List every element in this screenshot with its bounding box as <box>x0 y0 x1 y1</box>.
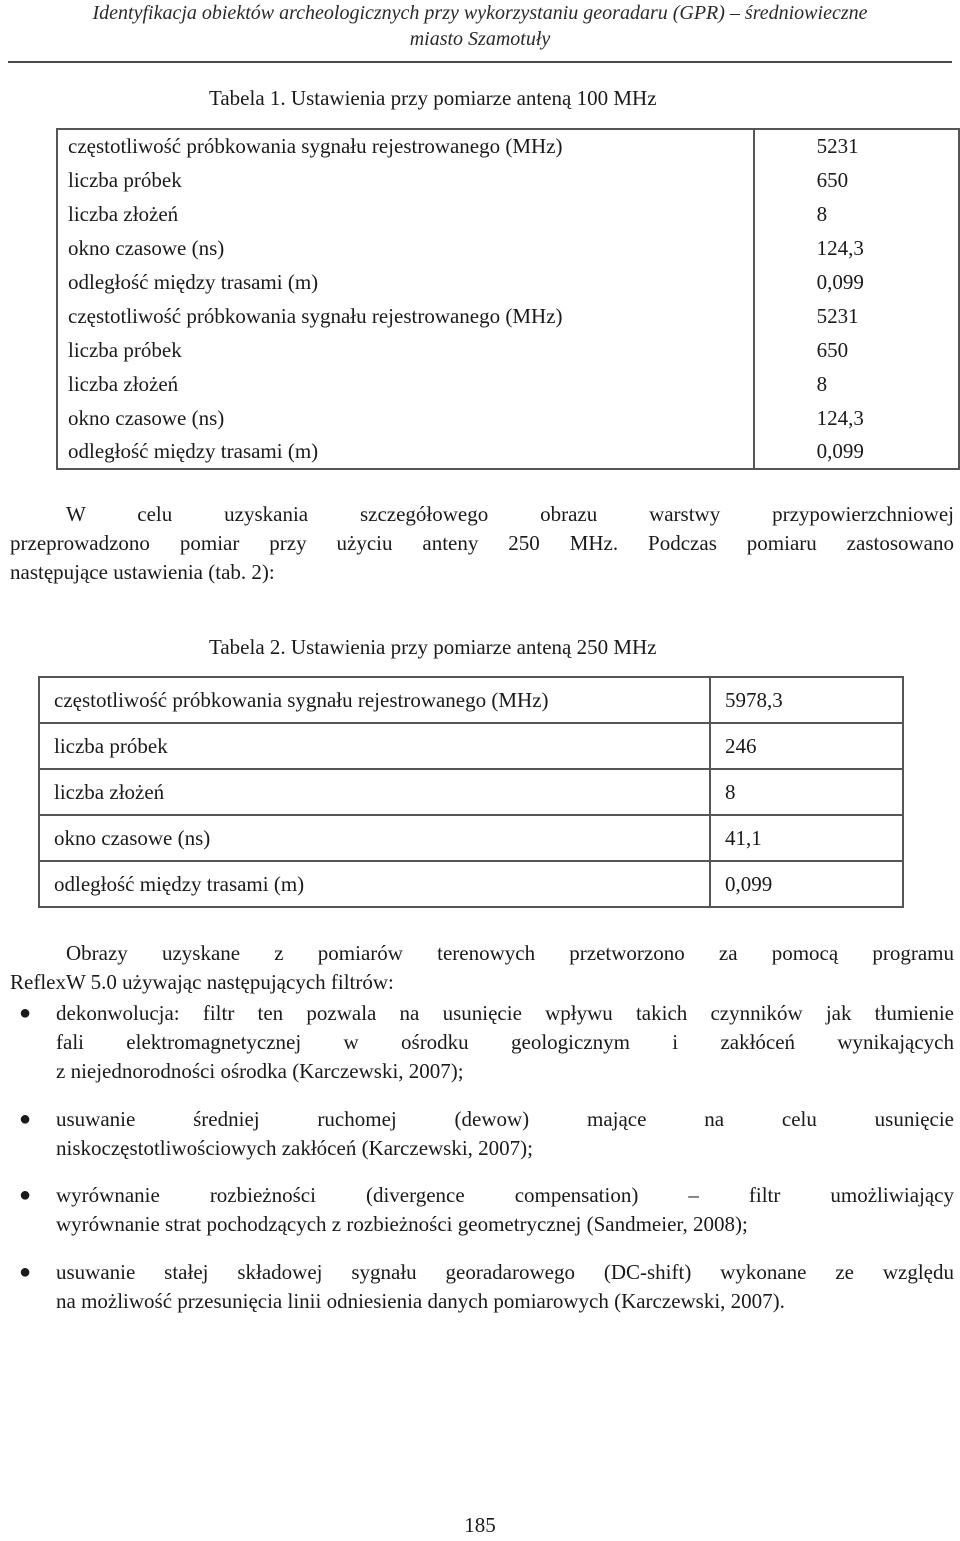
table-row <box>57 197 959 231</box>
setting-value: 650 <box>754 333 959 367</box>
setting-value: 8 <box>754 197 959 231</box>
table-row <box>57 435 959 469</box>
setting-value: 0,099 <box>754 435 959 469</box>
list-item-line: usuwanie stałej składowej sygnału georadarowego (DC-shift) wykonane ze względu <box>56 1260 954 1284</box>
table-row <box>57 265 959 299</box>
paragraph-filters-intro <box>10 939 954 997</box>
paragraph-line: ReflexW 5.0 używając następujących filtrów: <box>10 970 394 994</box>
table-row <box>57 333 959 367</box>
filter-list-item <box>19 1181 954 1239</box>
table-row <box>39 677 903 723</box>
paragraph-line: następujące ustawienia (tab. 2): <box>10 560 275 584</box>
paragraph-250mhz-intro <box>10 500 954 587</box>
setting-label: okno czasowe (ns) <box>57 231 754 265</box>
list-item-line: wyrównanie rozbieżności (divergence compensation) – filtr umożliwiający <box>56 1183 954 1207</box>
setting-label: częstotliwość próbkowania sygnału rejestrowanego (MHz) <box>57 129 754 163</box>
setting-value: 124,3 <box>754 231 959 265</box>
list-item-line: dekonwolucja: filtr ten pozwala na usunięcie wpływu takich czynników jak tłumienie <box>56 1001 954 1025</box>
setting-value: 246 <box>710 723 903 769</box>
table-row <box>39 769 903 815</box>
table-row <box>39 861 903 907</box>
paragraph-line: W celu uzyskania szczegółowego obrazu warstwy przypowierzchniowej <box>66 502 954 526</box>
setting-label: liczba próbek <box>57 163 754 197</box>
table-row <box>57 299 959 333</box>
table-row <box>57 163 959 197</box>
header-divider <box>8 61 952 63</box>
bullet-icon: ● <box>19 1184 32 1206</box>
setting-label: liczba próbek <box>57 333 754 367</box>
setting-label: liczba złożeń <box>57 197 754 231</box>
setting-value: 8 <box>710 769 903 815</box>
setting-value: 124,3 <box>754 401 959 435</box>
filter-list-item <box>19 1105 954 1163</box>
running-header-line2: miasto Szamotuły <box>409 28 551 50</box>
filter-list-item <box>19 1258 954 1316</box>
list-item-line: niskoczęstotliwościowych zakłóceń (Karczewski, 2007); <box>56 1136 534 1160</box>
table-row <box>57 367 959 401</box>
table1-caption: Tabela 1. Ustawienia przy pomiarze anteną 100 MHz <box>209 86 657 110</box>
setting-value: 5231 <box>754 129 959 163</box>
setting-value: 650 <box>754 163 959 197</box>
setting-label: liczba próbek <box>39 723 710 769</box>
setting-label: odległość między trasami (m) <box>39 861 710 907</box>
setting-label: okno czasowe (ns) <box>57 401 754 435</box>
setting-value: 41,1 <box>710 815 903 861</box>
bullet-icon: ● <box>19 1002 32 1024</box>
setting-value: 0,099 <box>754 265 959 299</box>
table-row <box>57 231 959 265</box>
paragraph-line: Obrazy uzyskane z pomiarów terenowych przetworzono za pomocą programu <box>66 941 954 965</box>
setting-label: liczba złożeń <box>57 367 754 401</box>
table-row <box>39 723 903 769</box>
filter-list-item <box>19 999 954 1086</box>
setting-value: 8 <box>754 367 959 401</box>
setting-value: 5978,3 <box>710 677 903 723</box>
running-header <box>20 0 940 52</box>
settings-table-100mhz <box>56 128 960 470</box>
setting-label: liczba złożeń <box>39 769 710 815</box>
paragraph-line: przeprowadzono pomiar przy użyciu anteny 250 MHz. Podczas pomiaru zastosowano <box>10 531 954 555</box>
setting-value: 0,099 <box>710 861 903 907</box>
settings-table-250mhz <box>38 676 904 908</box>
list-item-line: wyrównanie strat pochodzących z rozbieżności geometrycznej (Sandmeier, 2008); <box>56 1212 748 1236</box>
table2-caption: Tabela 2. Ustawienia przy pomiarze anteną 250 MHz <box>209 635 657 659</box>
list-item-line: na możliwość przesunięcia linii odniesienia danych pomiarowych (Karczewski, 2007). <box>56 1289 785 1313</box>
setting-label: odległość między trasami (m) <box>57 435 754 469</box>
setting-value: 5231 <box>754 299 959 333</box>
setting-label: odległość między trasami (m) <box>57 265 754 299</box>
table-row <box>57 401 959 435</box>
list-item-line: usuwanie średniej ruchomej (dewow) mające na celu usunięcie <box>56 1107 954 1131</box>
bullet-icon: ● <box>19 1108 32 1130</box>
bullet-icon: ● <box>19 1261 32 1283</box>
list-item-line: fali elektromagnetycznej w ośrodku geologicznym i zakłóceń wynikających <box>56 1030 954 1054</box>
list-item-line: z niejednorodności ośrodka (Karczewski, 2007); <box>56 1059 464 1083</box>
setting-label: częstotliwość próbkowania sygnału rejestrowanego (MHz) <box>57 299 754 333</box>
setting-label: częstotliwość próbkowania sygnału rejestrowanego (MHz) <box>39 677 710 723</box>
running-header-line1: Identyfikacja obiektów archeologicznych przy wykorzystaniu georadaru (GPR) – średniowieczne <box>92 2 868 24</box>
table-row <box>39 815 903 861</box>
setting-label: okno czasowe (ns) <box>39 815 710 861</box>
table-row <box>57 129 959 163</box>
page-number: 185 <box>464 1513 496 1537</box>
